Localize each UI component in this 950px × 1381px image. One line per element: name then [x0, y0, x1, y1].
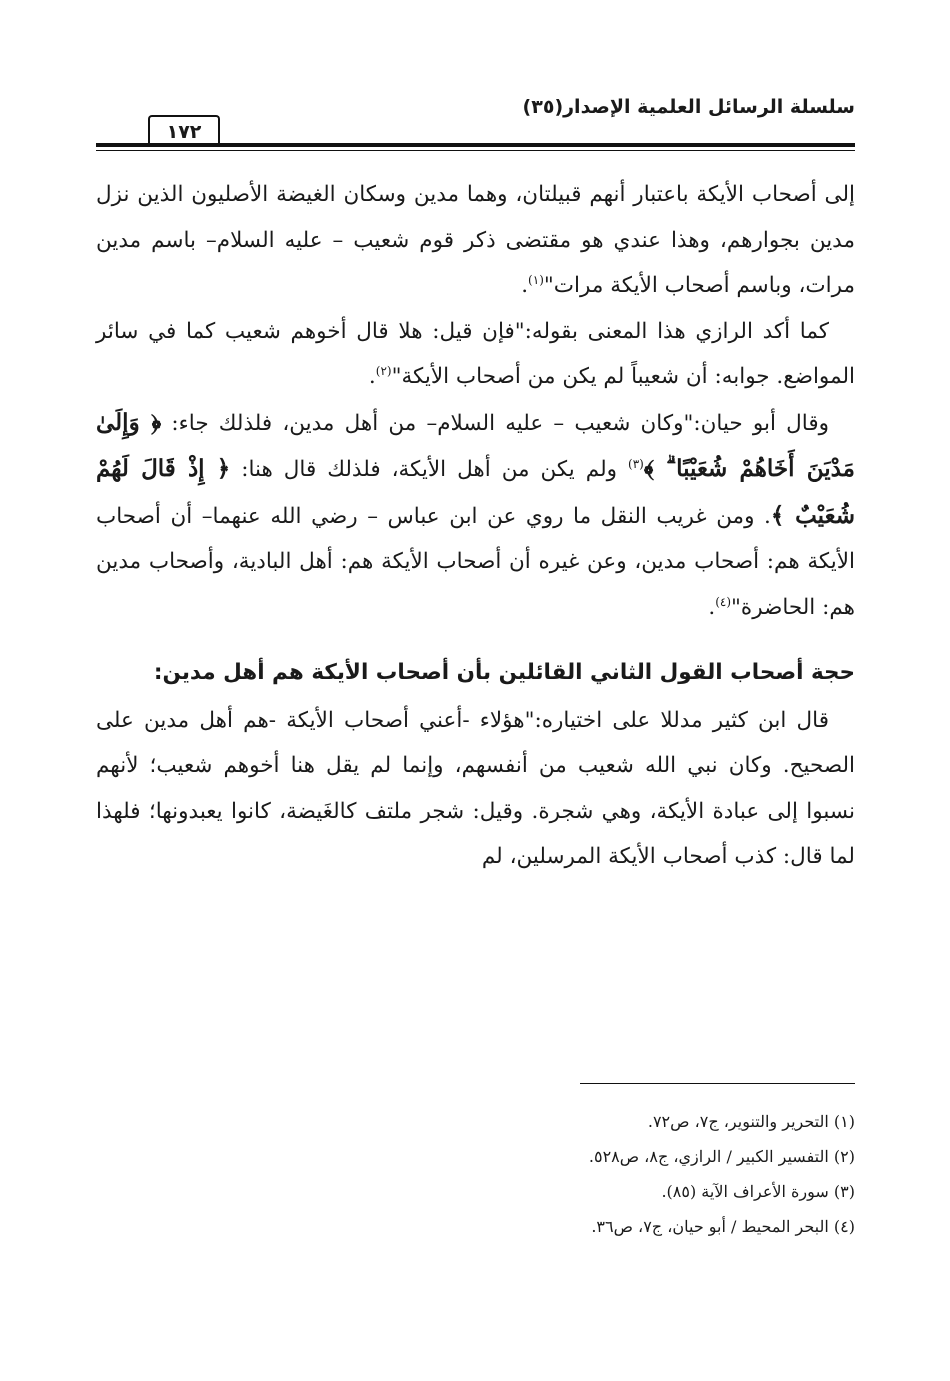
footnote-ref-1: (١)	[528, 272, 544, 287]
series-title: سلسلة الرسائل العلمية الإصدار(٣٥)	[522, 96, 855, 118]
page-number: ١٧٢	[148, 115, 220, 147]
footnote-4: (٤) البحر المحيط / أبو حيان، ج٧، ص٣٦.	[591, 1217, 855, 1236]
footnote-3: (٣) سورة الأعراف الآية (٨٥).	[661, 1182, 855, 1201]
paragraph-2: كما أكد الرازي هذا المعنى بقوله:"فإن قيل: هلا قال أخوهم شعيب كما في سائر المواضع. جوابه: أن شعيباً لم يكن من أصحاب الأيكة"$^{(٢)}$.	[96, 318, 855, 389]
footnote-2: (٢) التفسير الكبير / الرازي، ج٨، ص٥٢٨.	[588, 1147, 855, 1166]
footnote-ref-2: (٢)	[375, 363, 392, 378]
footnote-ref-4: (٤)	[715, 594, 732, 609]
quran-verse-2: ﴿ إِذْ قَالَ لَهُمْ شُعَيْبٌ ﴾	[96, 455, 855, 529]
footnote-1: (١) التحرير والتنوير، ج٧، ص٧٢.	[647, 1112, 855, 1131]
paragraph-3: وقال أبو حيان:"وكان شعيب – عليه السلام– من أهل مدين، فلذلك جاء: ﴿ وَإِلَىٰ مَدْيَنَ أَخَاهُمْ شُعَيْبًا ۗ ﴾$^{(٣)}$ ولم يكن من أهل الأيكة، فلذلك قال هنا: ﴿ إِذْ قَالَ لَهُمْ شُعَيْبٌ ﴾. ومن غريب النقل ما روي عن ابن عباس – رضي الله عنهما– أن أصحاب الأيكة هم: أصحاب مدين، وعن غيره أن أصحاب الأيكة هم: أهل البادية، وأصحاب مدين هم: الحاضرة"$^{(٤)}$.	[96, 408, 855, 620]
footnotes	[96, 1104, 855, 1244]
header-rule-thick	[96, 143, 855, 147]
paragraph-1: إلى أصحاب الأيكة باعتبار أنهم قبيلتان، وهما مدين وسكان الغيضة الأصليون الذين نزل مدين بجوارهم، وهذا عندي هو مقتضى ذكر قوم شعيب – عليه السلام– باسم مدين مرات، وباسم أصحاب الأيكة مرات"$^{(١)}$.	[96, 182, 855, 298]
header-rule-thin	[96, 150, 855, 151]
body-text	[96, 172, 855, 880]
paragraph-4: قال ابن كثير مدللا على اختياره:"هؤلاء -أعني أصحاب الأيكة -هم أهل مدين على الصحيح. وكان نبي الله شعيب من أنفسهم، وإنما لم يقل هنا أخوهم شعيب؛ لأنهم نسبوا إلى عبادة الأيكة، وهي شجرة. وقيل: شجر ملتف كالغَيضة، كانوا يعبدونها؛ فلهذا لما قال: كذب أصحاب الأيكة المرسلين، لم	[96, 707, 855, 869]
footnote-ref-3: (٣)	[628, 456, 644, 471]
section-heading: حجة أصحاب القول الثاني القائلين بأن أصحاب الأيكة هم أهل مدين:	[153, 660, 855, 685]
footnote-rule	[580, 1083, 855, 1084]
quran-verse-1: ﴿ وَإِلَىٰ مَدْيَنَ أَخَاهُمْ شُعَيْبًا ۗ ﴾	[96, 408, 855, 482]
